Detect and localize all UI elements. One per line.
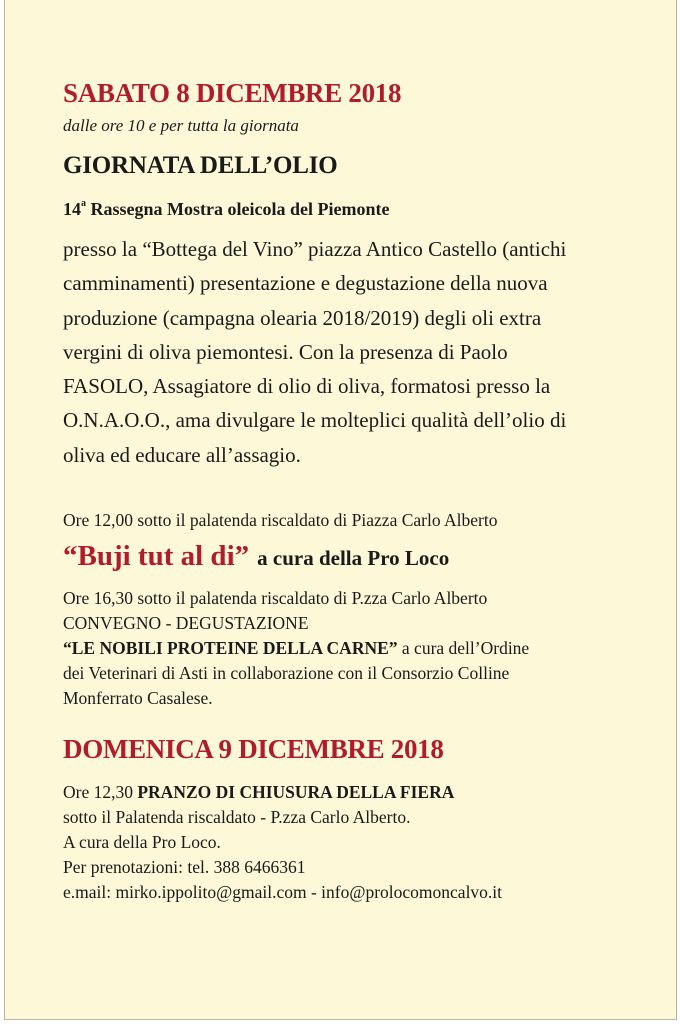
sunday-organizer: A cura della Pro Loco.	[63, 832, 221, 852]
lunch-time: Ore 12,00 sotto il palatenda riscaldato di Piazza Carlo Alberto	[63, 510, 498, 530]
sunday-date-heading: DOMENICA 9 DICEMBRE 2018	[63, 734, 444, 764]
subtitle-ordinal: a	[81, 198, 86, 209]
convegno-desc	[63, 636, 636, 661]
convegno-desc-1: a cura dell’Ordine	[397, 638, 530, 658]
event-title: GIORNATA DELL’OLIO	[63, 152, 338, 179]
buji-title: “Buji tut al di”	[63, 540, 250, 572]
description-line: produzione (campagna olearia 2018/2019) degli oli extra	[63, 305, 542, 330]
convegno-title: “LE NOBILI PROTEINE DELLA CARNE”	[63, 638, 398, 658]
subtitle-text: Rassegna Mostra oleicola del Piemonte	[86, 199, 390, 219]
booking-phone: Per prenotazioni: tel. 388 6466361	[63, 857, 306, 877]
description-line: presso la “Bottega del Vino” piazza Antico Castello (antichi	[63, 237, 567, 261]
saturday-time-note: dalle ore 10 e per tutta la giornata	[63, 116, 299, 135]
sunday-location: sotto il Palatenda riscaldato - P.zza Carlo Alberto.	[63, 807, 411, 827]
convegno-time: Ore 16,30 sotto il palatenda riscaldato di P.zza Carlo Alberto	[63, 588, 488, 608]
description-line: camminamenti) presentazione e degustazione della nuova	[63, 271, 548, 296]
description-line: oliva ed educare all’assagio.	[63, 442, 301, 467]
buji-organizer: a cura della Pro Loco	[257, 546, 450, 570]
saturday-date-heading: SABATO 8 DICEMBRE 2018	[63, 78, 402, 108]
flyer-page	[4, 0, 677, 1020]
convegno-desc-2: dei Veterinari di Asti in collaborazione con il Consorzio Colline	[63, 663, 510, 683]
sunday-lunch	[63, 780, 636, 805]
description-line: O.N.A.O.O., ama divulgare le molteplici qualità dell’olio di	[63, 408, 567, 433]
convegno-desc-3: Monferrato Casalese.	[63, 688, 213, 708]
sunday-block	[63, 780, 636, 905]
sunday-time: Ore 12,30	[63, 782, 138, 802]
description-line: FASOLO, Assagiatore di olio di oliva, formatosi presso la	[63, 374, 551, 399]
description-line: vergini di oliva piemontesi. Con la presenza di Paolo	[63, 339, 508, 364]
convegno-block	[63, 586, 636, 711]
buji-heading	[63, 540, 636, 573]
event-subtitle	[63, 198, 636, 220]
convegno-label: CONVEGNO - DEGUSTAZIONE	[63, 613, 309, 633]
event-description	[63, 232, 636, 472]
contact-email: e.mail: mirko.ippolito@gmail.com - info@prolocomoncalvo.it	[63, 882, 503, 902]
subtitle-number: 14	[63, 199, 81, 219]
sunday-lunch-title: PRANZO DI CHIUSURA DELLA FIERA	[137, 782, 455, 802]
